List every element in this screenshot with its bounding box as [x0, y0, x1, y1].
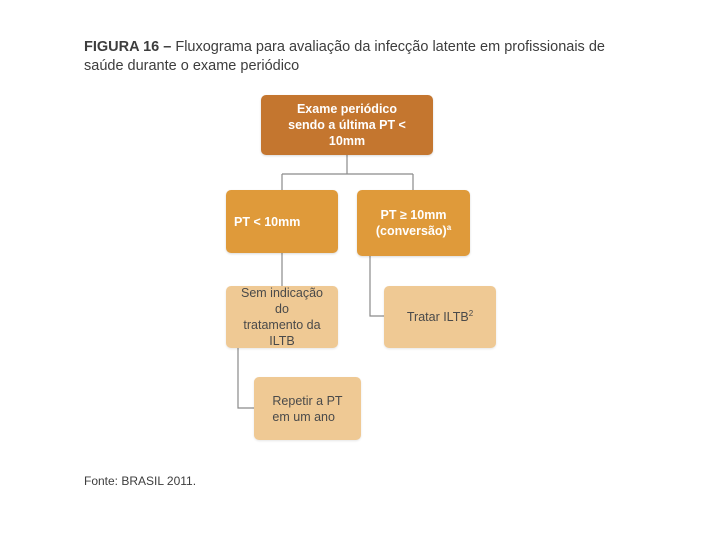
node-no-treatment-text: Sem indicação do tratamento da ILTB [241, 286, 323, 348]
figure-title: Fluxograma para avaliação da infecção latente em profissionais de saúde durante o exame periódico [84, 39, 605, 74]
node-treat [384, 286, 496, 348]
node-repeat-text: Repetir a PT em um ano [272, 393, 343, 424]
figure-label: FIGURA 16 [84, 39, 160, 55]
node-treat-text [407, 309, 473, 325]
figure-source: Fonte: BRASIL 2011. [84, 474, 197, 488]
node-pt-low [226, 190, 338, 253]
node-repeat [254, 377, 361, 440]
node-pt-high [357, 190, 470, 256]
node-pt-low-text: PT < 10mm [234, 214, 301, 229]
node-treat-label: Tratar ILTB [406, 310, 469, 324]
node-treat-sup: 2 [468, 308, 474, 318]
node-pt-high-label: PT ≥ 10mm (conversão) [375, 208, 447, 238]
connector-no-treatment-to-repeat [238, 348, 254, 408]
connector-pt-high-to-treat [370, 256, 384, 316]
node-exame-periodico-text: Exame periódico sendo a última PT < 10mm [288, 102, 406, 148]
node-pt-high-sup: a [446, 222, 452, 232]
node-pt-high-text [376, 207, 451, 239]
node-exame-periodico [261, 95, 433, 155]
node-no-treatment [226, 286, 338, 348]
figure-separator: – [163, 39, 172, 55]
